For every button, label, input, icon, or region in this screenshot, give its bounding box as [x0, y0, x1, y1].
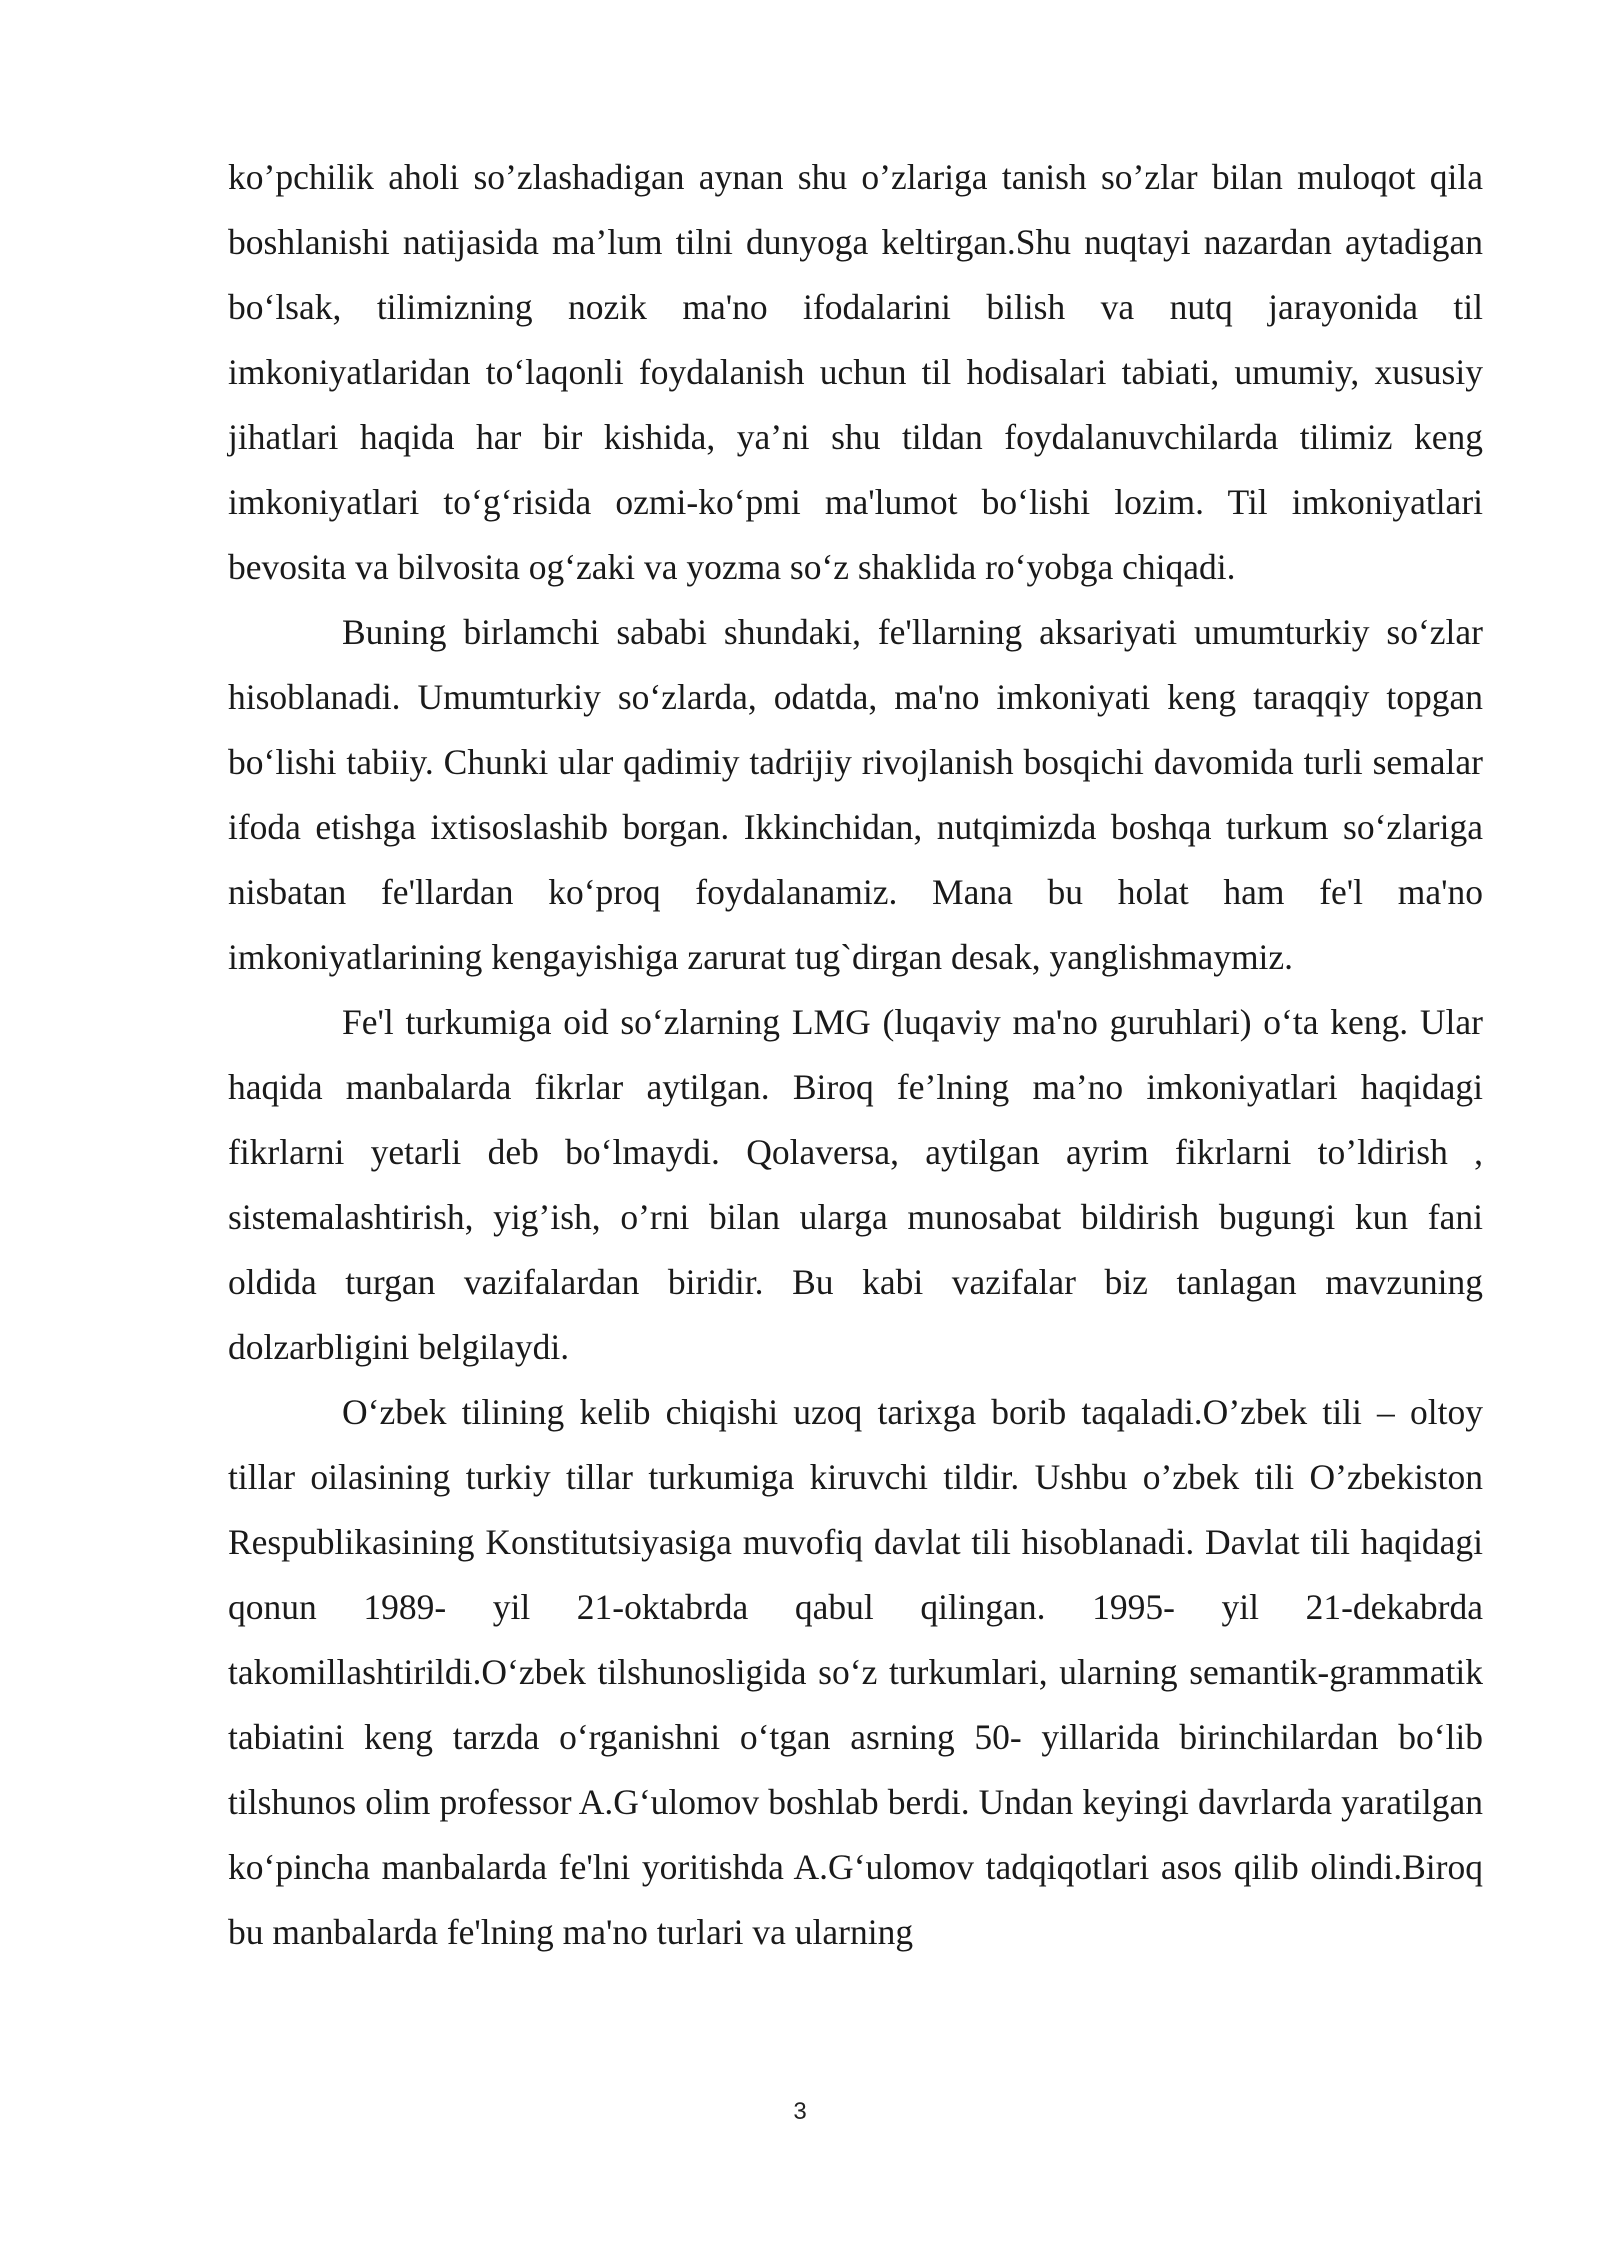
paragraph-4: O‘zbek tilining kelib chiqishi uzoq tarixga borib taqaladi.O’zbek tili – oltoy tillar oilasining turkiy tillar turkumiga kiruvchi tildir. Ushbu o’zbek tili O’zbekiston Respublikasining Konstitutsiyasiga muvofiq davlat tili hisoblanadi. Davlat tili haqidagi qonun 1989- yil 21-oktabrda qabul qilingan. 1995- yil 21-dekabrda takomillashtirildi.O‘zbek tilshunosligida so‘z turkumlari, ularning semantik-grammatik tabiatini keng tarzda o‘rganishni o‘tgan asrning 50- yillarida birinchilardan bo‘lib tilshunos olim professor A.G‘ulomov boshlab berdi. Undan keyingi davrlarda yaratilgan ko‘pincha manbalarda fe'lni yoritishda A.G‘ulomov tadqiqotlari asos qilib olindi.Biroq bu manbalarda fe'lning ma'no turlari va ularning: [228, 1392, 1483, 1952]
page-number: 3: [793, 2098, 807, 2125]
document-body: [228, 145, 1483, 1965]
paragraph-1: ko’pchilik aholi so’zlashadigan aynan shu o’zlariga tanish so’zlar bilan muloqot qila boshlanishi natijasida ma’lum tilni dunyoga keltirgan.Shu nuqtayi nazardan aytadigan bo‘lsak, tilimizning nozik ma'no ifodalarini bilish va nutq jarayonida til imkoniyatlaridan to‘laqonli foydalanish uchun til hodisalari tabiati, umumiy, xususiy jihatlari haqida har bir kishida, ya’ni shu tildan foydalanuvchilarda tilimiz keng imkoniyatlari to‘g‘risida ozmi-ko‘pmi ma'lumot bo‘lishi lozim. Til imkoniyatlari bevosita va bilvosita og‘zaki va yozma so‘z shaklida ro‘yobga chiqadi.: [228, 157, 1483, 587]
paragraph-3: Fe'l turkumiga oid so‘zlarning LMG (luqaviy ma'no guruhlari) o‘ta keng. Ular haqida manbalarda fikrlar aytilgan. Biroq fe’lning ma’no imkoniyatlari haqidagi fikrlarni yetarli deb bo‘lmaydi. Qolaversa, aytilgan ayrim fikrlarni to’ldirish , sistemalashtirish, yig’ish, o’rni bilan ularga munosabat bildirish bugungi kun fani oldida turgan vazifalardan biridir. Bu kabi vazifalar biz tanlagan mavzuning dolzarbligini belgilaydi.: [228, 1002, 1483, 1367]
paragraph-2: Buning birlamchi sababi shundaki, fe'llarning aksariyati umumturkiy so‘zlar hisoblanadi. Umumturkiy so‘zlarda, odatda, ma'no imkoniyati keng taraqqiy topgan bo‘lishi tabiiy. Chunki ular qadimiy tadrijiy rivojlanish bosqichi davomida turli semalar ifoda etishga ixtisoslashib borgan. Ikkinchidan, nutqimizda boshqa turkum so‘zlariga nisbatan fe'llardan ko‘proq foydalanamiz. Mana bu holat ham fe'l ma'no imkoniyatlarining kengayishiga zarurat tug`dirgan desak, yanglishmaymiz.: [228, 612, 1483, 977]
